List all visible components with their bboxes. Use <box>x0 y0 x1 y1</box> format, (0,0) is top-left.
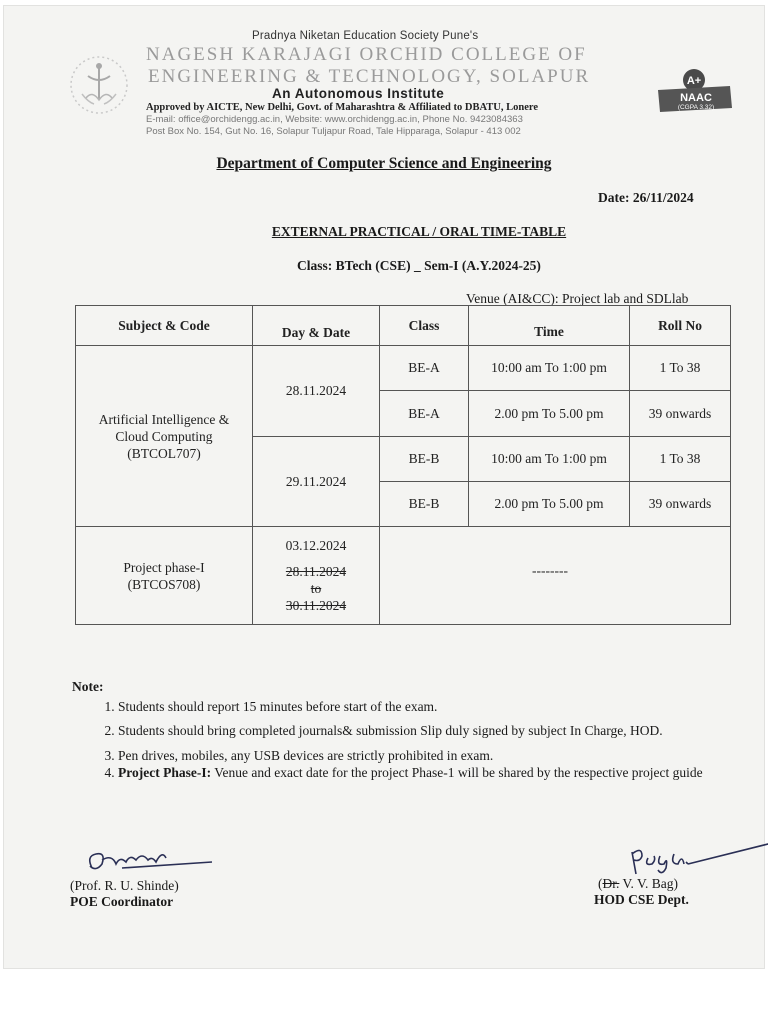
timetable-title: EXTERNAL PRACTICAL / ORAL TIME-TABLE <box>271 224 567 239</box>
subject-cell-project <box>76 527 253 625</box>
table-header-row <box>76 306 731 346</box>
subject1-line3: (BTCOL707) <box>127 445 201 461</box>
issue-date: Date: 26/11/2024 <box>598 190 694 205</box>
time-cell: 2.00 pm To 5.00 pm <box>469 391 630 437</box>
roll-cell: 39 onwards <box>630 482 731 527</box>
project-placeholder-cell <box>380 527 731 625</box>
date-cell-1: 28.11.2024 <box>253 346 380 437</box>
subject1-line2: Cloud Computing <box>115 428 213 444</box>
poe-coordinator-signature-block <box>70 846 232 910</box>
class-cell: BE-B <box>380 482 469 527</box>
handwritten-signature-icon <box>626 840 768 876</box>
roll-cell: 1 To 38 <box>630 437 731 482</box>
subject1-line1: Artificial Intelligence & <box>98 411 230 427</box>
hod-name: (Dr. V. V. Bag) <box>598 876 679 891</box>
poe-coordinator-role: POE Coordinator <box>70 894 174 909</box>
college-name-line1: NAGESH KARAJAGI ORCHID COLLEGE OF <box>146 44 587 65</box>
struck-date-to: 30.11.2024 <box>285 597 347 613</box>
date-cell-2: 29.11.2024 <box>253 437 380 527</box>
table-row <box>76 527 731 625</box>
hod-signature-block <box>590 840 768 908</box>
class-info: Class: BTech (CSE) _ Sem-I (A.Y.2024-25) <box>297 258 541 273</box>
header-roll-no: Roll No <box>630 306 731 346</box>
notes-list <box>80 698 738 781</box>
notes-heading: Note: <box>72 679 104 694</box>
hod-role: HOD CSE Dept. <box>594 892 689 907</box>
time-cell: 10:00 am To 1:00 pm <box>469 346 630 391</box>
date-cell-project <box>253 527 380 625</box>
time-cell: 2.00 pm To 5.00 pm <box>469 482 630 527</box>
struck-date-from: 28.11.2024 <box>285 563 347 579</box>
project-date: 03.12.2024 <box>285 537 347 553</box>
note-item: 2. Students should bring completed journals& submission Slip duly signed by subject In Charge, HOD. <box>118 719 738 743</box>
college-logo-icon <box>68 54 130 116</box>
table-row <box>76 346 731 391</box>
header-class: Class <box>380 306 469 346</box>
naac-cgpa: (CGPA 3.32) <box>677 104 715 111</box>
society-name: Pradnya Niketan Education Society Pune's <box>252 30 479 42</box>
subject2-line1: Project phase-I <box>123 559 205 575</box>
subject-cell-ai-cc <box>76 346 253 527</box>
class-cell: BE-A <box>380 346 469 391</box>
note-item: 1. Students should report 15 minutes before start of the exam. <box>118 698 738 715</box>
address-line: Post Box No. 154, Gut No. 16, Solapur Tuljapur Road, Tale Hipparaga, Solapur - 413 002 <box>146 126 521 137</box>
time-cell: 10:00 am To 1:00 pm <box>469 437 630 482</box>
naac-badge-icon <box>652 68 736 116</box>
header-subject: Subject & Code <box>76 306 253 346</box>
header-time: Time <box>469 306 630 346</box>
approval-line: Approved by AICTE, New Delhi, Govt. of Maharashtra & Affiliated to DBATU, Lonere <box>146 102 538 113</box>
note-item: 3. Pen drives, mobiles, any USB devices are strictly prohibited in exam. <box>118 747 738 764</box>
timetable-table <box>75 305 731 625</box>
venue-info: Venue (AI&CC): Project lab and SDLlab <box>466 291 689 306</box>
college-name-line2: ENGINEERING & TECHNOLOGY, SOLAPUR <box>148 66 591 87</box>
roll-cell: 39 onwards <box>630 391 731 437</box>
autonomous-label: An Autonomous Institute <box>272 86 445 101</box>
class-cell: BE-B <box>380 437 469 482</box>
contact-line: E-mail: office@orchidengg.ac.in, Website: www.orchidengg.ac.in, Phone No. 9423084363 <box>146 114 523 125</box>
class-cell: BE-A <box>380 391 469 437</box>
poe-coordinator-name: (Prof. R. U. Shinde) <box>70 878 179 893</box>
naac-label: NAAC <box>680 92 712 104</box>
department-heading: Department of Computer Science and Engineering <box>216 155 552 172</box>
note-item: 4. Project Phase-I: Venue and exact date for the project Phase-1 will be shared by the respective project guide <box>118 764 738 781</box>
subject2-line2: (BTCOS708) <box>127 576 201 592</box>
placeholder-dashes: -------- <box>532 562 568 578</box>
naac-grade: A+ <box>686 75 702 87</box>
header-day-date: Day & Date <box>253 306 380 346</box>
struck-date-to-word: to <box>310 580 322 596</box>
roll-cell: 1 To 38 <box>630 346 731 391</box>
handwritten-signature-icon <box>82 846 232 878</box>
